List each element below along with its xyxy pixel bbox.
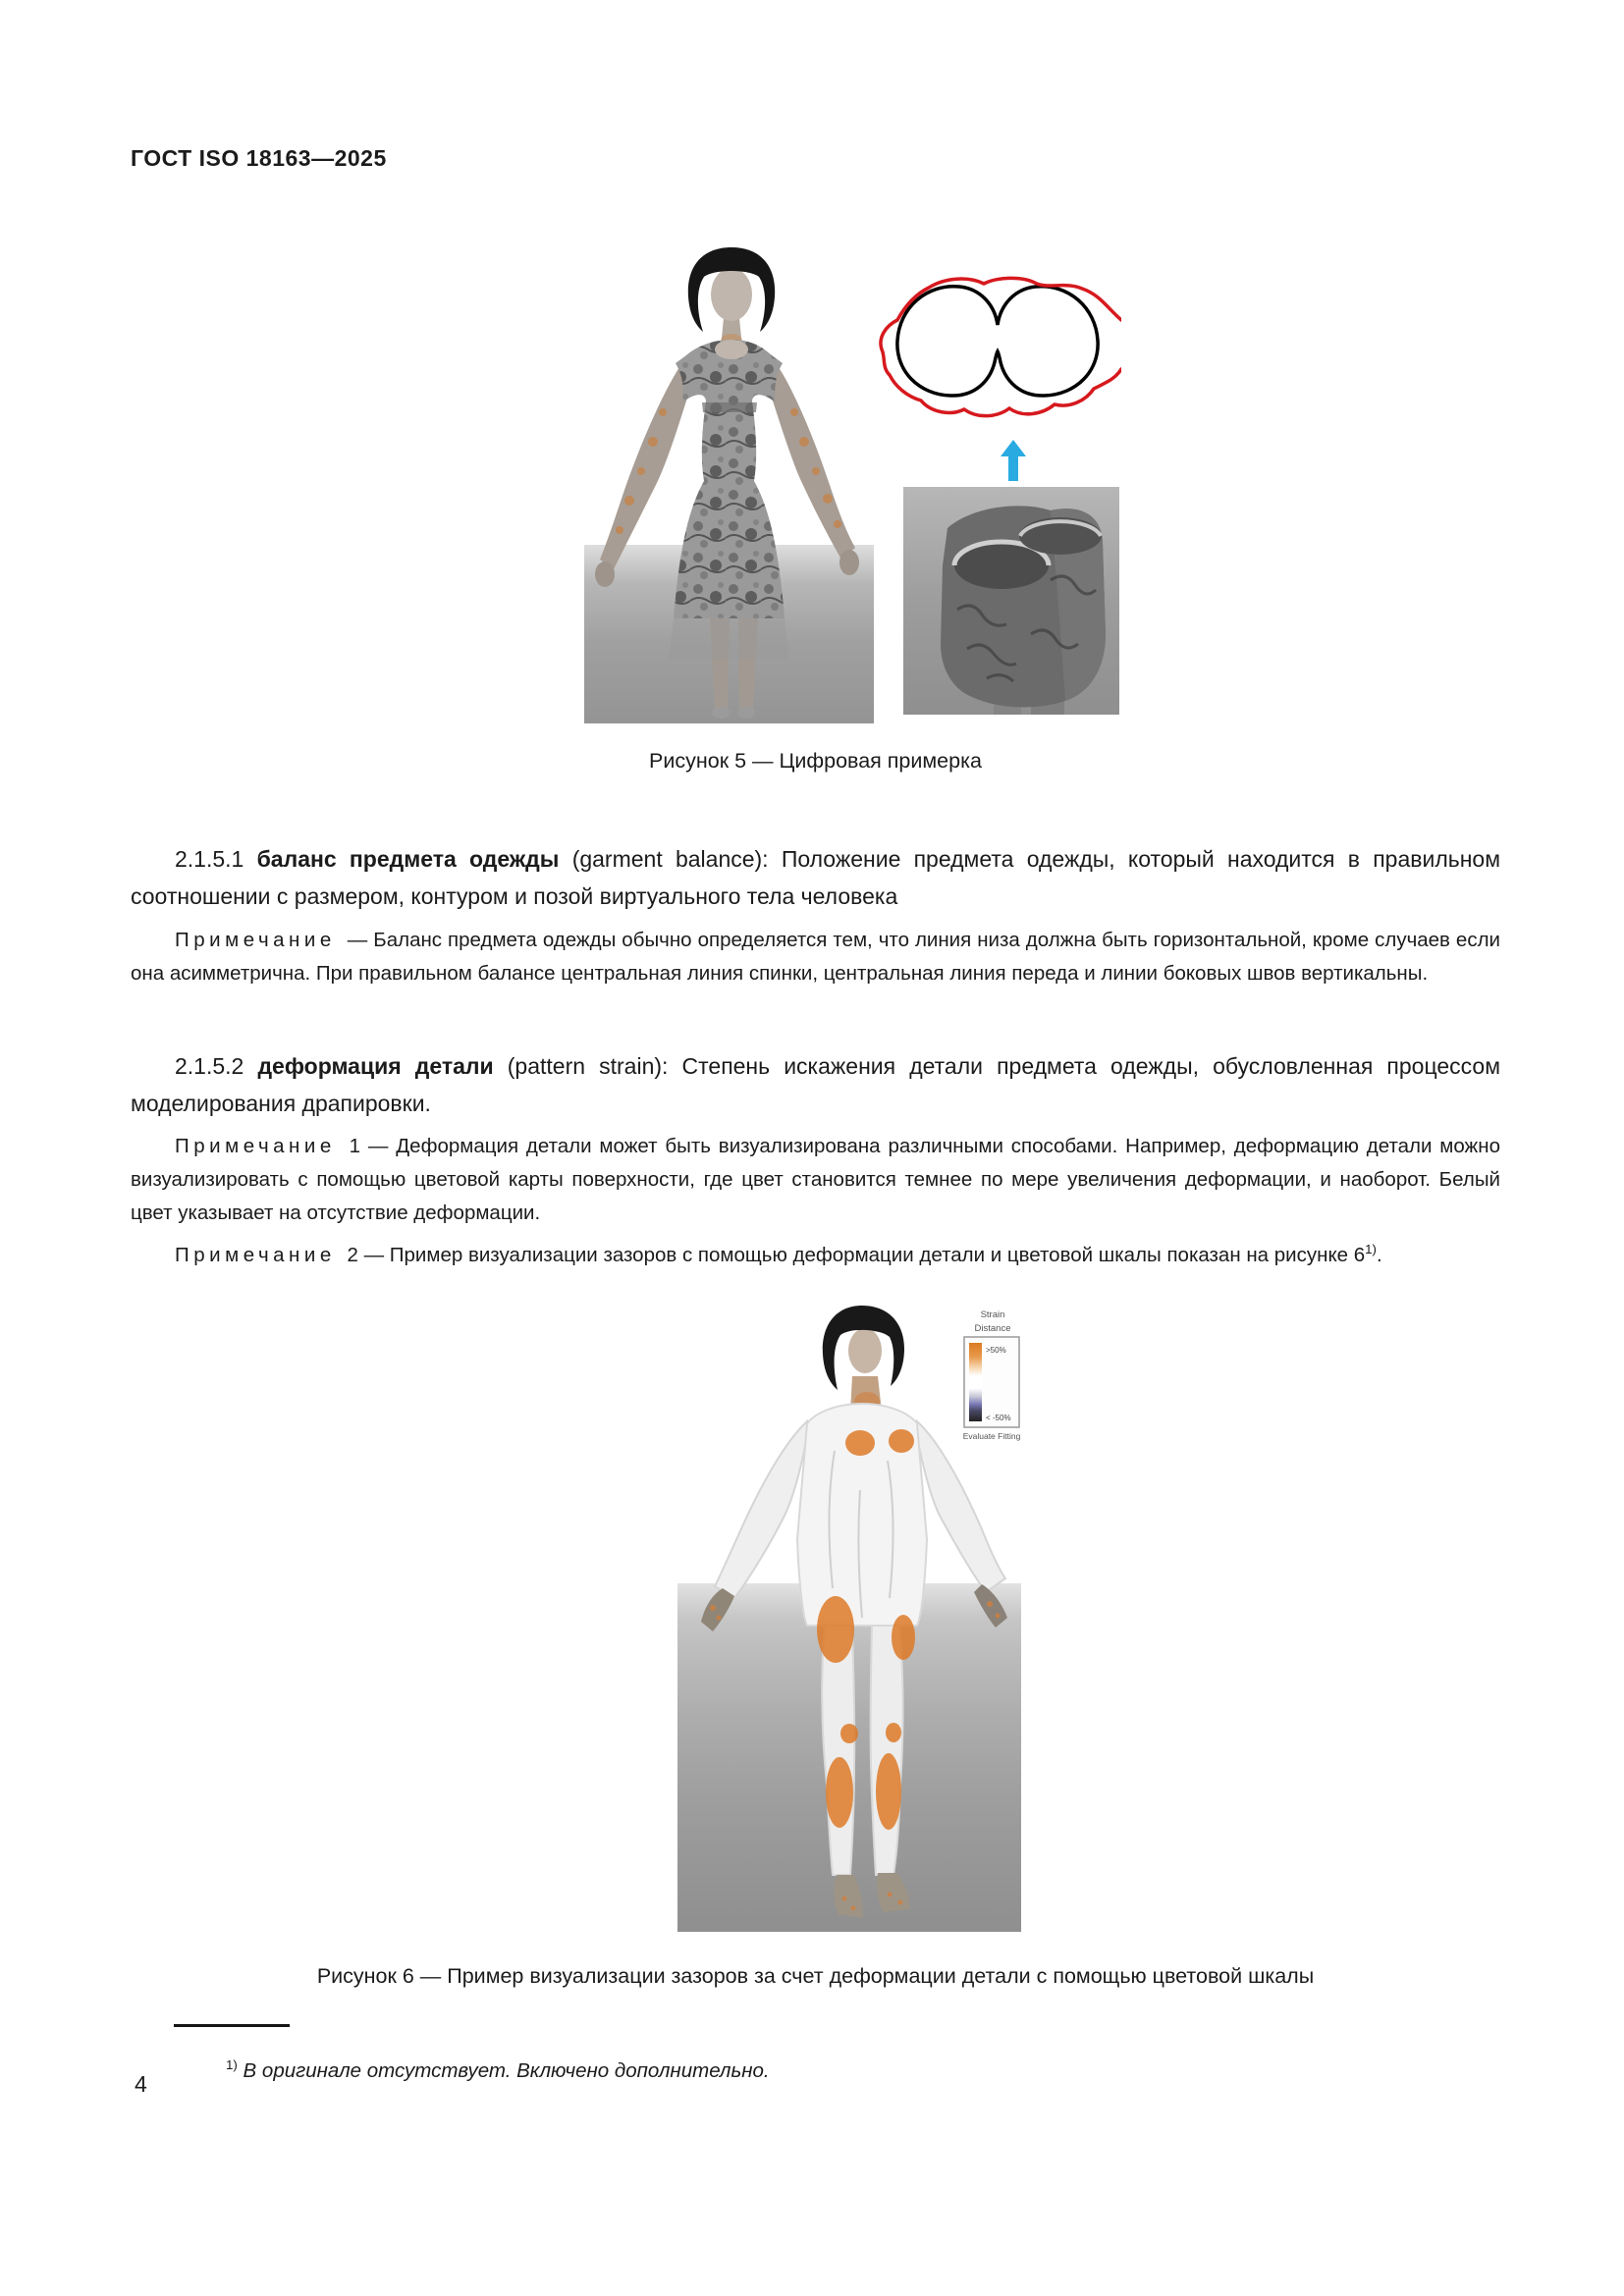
- figure6-avatar-image: [677, 1294, 1021, 1932]
- note1-number: 1: [349, 1134, 361, 1157]
- legend-colorbar: [969, 1343, 982, 1421]
- page-number: 4: [135, 2071, 147, 2097]
- cross-section-diagram: [874, 263, 1121, 432]
- up-arrow-shape: [1001, 440, 1026, 481]
- footnote: [131, 2056, 1500, 2086]
- note2-tail: .: [1376, 1243, 1382, 1266]
- term-2152-note2: [131, 1239, 1500, 1272]
- note2-label: Примечание: [175, 1243, 336, 1266]
- note2-footnote-ref: 1): [1365, 1241, 1377, 1256]
- note2-number: 2: [347, 1243, 358, 1266]
- term-2152-note1: [131, 1130, 1500, 1230]
- term-2152-term: деформация детали: [257, 1053, 494, 1079]
- figure6-caption: [131, 1964, 1500, 1989]
- note2-text: Пример визуализации зазоров с помощью деформации детали и цветовой шкалы показан на рисунке 6: [389, 1243, 1366, 1266]
- term-2152-paragraph: [131, 1047, 1500, 1122]
- note1-label: Примечание: [175, 1134, 336, 1157]
- term-2151-term: баланс предмета одежды: [256, 846, 560, 872]
- term-2152-number: 2.1.5.2: [175, 1053, 244, 1079]
- legend-title-line2: Distance: [974, 1323, 1011, 1334]
- figure5-caption-text: Рисунок 5 — Цифровая примерка: [649, 749, 982, 773]
- term-2151-note: [131, 924, 1500, 990]
- up-arrow-icon: [1000, 440, 1027, 481]
- term-2151-definition: (garment balance): Положение предмета одежды, который находится в правильном соотношении с размером, контуром и позой виртуального тела человека: [131, 846, 1501, 909]
- legend-title-line1: Strain: [980, 1309, 1005, 1320]
- note2-dash: —: [363, 1243, 385, 1266]
- term-2151-paragraph: [131, 840, 1500, 915]
- note-text: Баланс предмета одежды обычно определяется тем, что линия низа должна быть горизонтальной, кроме случаев если она асимметрична. При правильном балансе центральная линия спинки, центральная линия переда и линии боковых швов вертикальны.: [131, 928, 1500, 985]
- legend-top-label: >50%: [986, 1346, 1006, 1355]
- legend-bottom-label: < -50%: [986, 1414, 1011, 1422]
- note-dash: —: [347, 928, 368, 951]
- legend-footer: Evaluate Fitting: [962, 1431, 1021, 1441]
- avatar6-face: [848, 1328, 882, 1373]
- figure5-avatar-image: [584, 236, 874, 723]
- term-2151-number: 2.1.5.1: [175, 846, 244, 872]
- term-2152-definition: (pattern strain): Степень искажения детали предмета одежды, обусловленная процессом моделирования драпировки.: [131, 1053, 1501, 1116]
- figure6-caption-text: Рисунок 6 — Пример визуализации зазоров за счет деформации детали с помощью цветовой шкалы: [316, 1964, 1315, 1988]
- footnote-text: В оригинале отсутствует. Включено дополнительно.: [243, 2058, 770, 2082]
- note1-dash: —: [367, 1134, 389, 1157]
- note-label: Примечание: [175, 928, 336, 951]
- note1-text: Деформация детали может быть визуализирована различными способами. Например, деформацию детали можно визуализировать с помощью цветовой карты поверхности, где цвет становится темнее по мере увеличения деформации, и наоборот. Белый цвет указывает на отсутствие деформации.: [131, 1134, 1500, 1224]
- garment-closeup-image: [903, 487, 1119, 715]
- avatar-face: [711, 268, 752, 321]
- footnote-divider: [174, 2024, 290, 2027]
- figure5-caption: [131, 749, 1500, 774]
- doc-code-header: ГОСТ ISO 18163—2025: [131, 145, 387, 171]
- footnote-marker: 1): [226, 2056, 238, 2072]
